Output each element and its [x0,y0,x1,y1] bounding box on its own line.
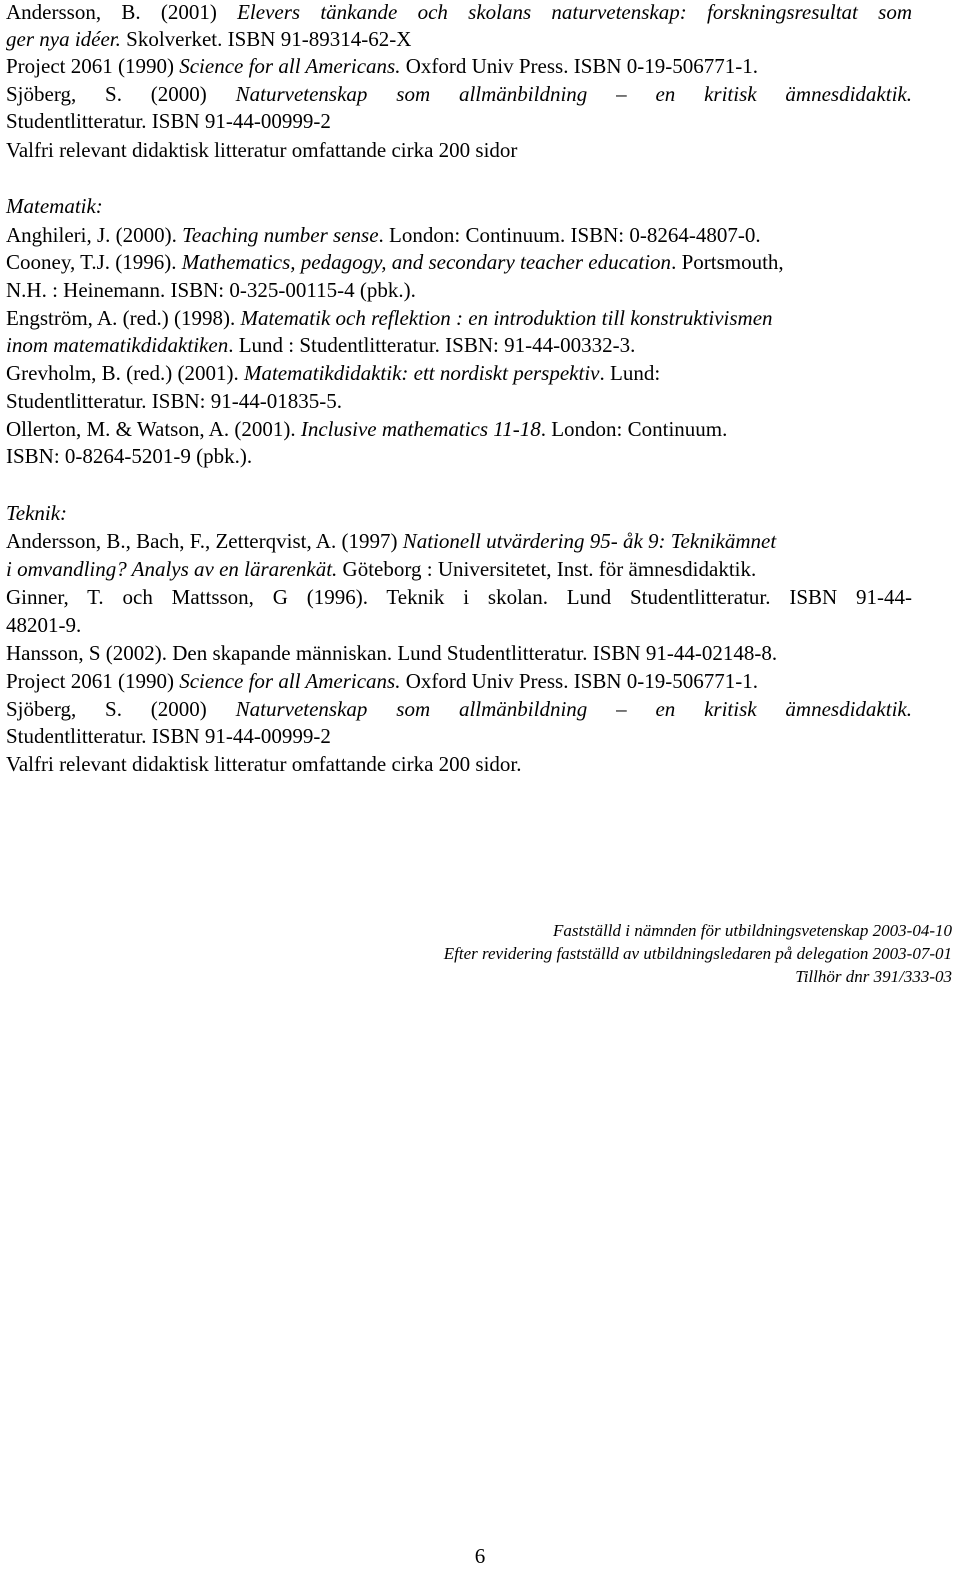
reference-line [6,723,331,750]
text-segment: Cooney, T.J. (1996). [6,250,182,274]
text-segment: Andersson, B. (2001) [6,0,238,24]
text-segment: Sjöberg, S. (2000) [6,82,236,106]
italic-segment: Teaching number sense [182,223,379,247]
italic-segment: Naturvetenskap som allmänbildning – en kritisk ämnesdidaktik. [235,82,912,106]
text-segment: Oxford Univ Press. ISBN 0-19-506771-1. [400,54,759,78]
reference-line [6,443,252,470]
text-segment: Engström, A. (red.) (1998). [6,306,241,330]
reference-line [6,0,912,26]
reference-line [6,668,758,695]
section-heading-matematik: Matematik: [6,194,103,218]
text-segment: Grevholm, B. (red.) (2001). [6,361,244,385]
text-segment: Ginner, T. och Mattsson, G (1996). Teknik i skolan. Lund Studentlitteratur. ISBN 91-44- [6,585,912,609]
text-segment: 48201-9. [6,613,82,637]
text-segment: . London: Continuum. ISBN: 0-8264-4807-0. [378,223,761,247]
reference-line [6,388,342,415]
reference-line [6,332,635,359]
italic-segment: Matematik och reflektion : en introduktion till konstruktivismen [240,306,773,330]
reference-line [6,305,773,332]
italic-segment: Inclusive mathematics 11-18 [300,417,541,441]
text-segment: . Lund : Studentlitteratur. ISBN: 91-44-00332-3. [228,333,636,357]
reference-line [6,137,517,164]
text-segment: Valfri relevant didaktisk litteratur omfattande cirka 200 sidor [6,138,518,162]
italic-segment: Science for all Americans. [179,669,401,693]
text-segment: . Lund: [599,361,661,385]
italic-segment: Matematikdidaktik: ett nordiskt perspektiv [243,361,600,385]
reference-line [6,696,912,723]
reference-line [6,222,761,249]
text-segment: N.H. : Heinemann. ISBN: 0-325-00115-4 (pbk.). [6,278,416,302]
reference-line [6,108,331,135]
italic-segment: Science for all Americans. [179,54,401,78]
text-segment: Anghileri, J. (2000). [6,223,183,247]
italic-segment: Nationell utvärdering 95- åk 9: Teknikämnet [402,529,777,553]
reference-line [6,528,776,555]
footer-dnr-line: Tillhör dnr 391/333-03 [795,967,952,986]
text-segment: Studentlitteratur. ISBN 91-44-00999-2 [6,724,331,748]
italic-segment: Mathematics, pedagogy, and secondary teacher education [181,250,672,274]
reference-line [6,360,660,387]
text-segment: Valfri relevant didaktisk litteratur omfattande cirka 200 sidor. [6,752,522,776]
text-segment: Studentlitteratur. ISBN: 91-44-01835-5. [6,389,342,413]
reference-line [6,416,727,443]
reference-line [6,751,522,778]
reference-line [6,53,758,80]
reference-line [6,584,912,611]
section-heading-teknik: Teknik: [6,501,68,525]
reference-line [6,81,912,108]
reference-line [6,277,416,304]
italic-segment: Naturvetenskap som allmänbildning – en kritisk ämnesdidaktik. [235,697,912,721]
text-segment: Oxford Univ Press. ISBN 0-19-506771-1. [400,669,759,693]
text-segment: Project 2061 (1990) [6,669,180,693]
text-segment: ISBN: 0-8264-5201-9 (pbk.). [6,444,253,468]
text-segment: Ollerton, M. & Watson, A. (2001). [6,417,301,441]
reference-line [6,26,411,53]
italic-segment: Elevers tänkande och skolans naturvetenskap: forskningsresultat som [237,0,912,24]
text-segment: Hansson, S (2002). Den skapande människan. Lund Studentlitteratur. ISBN 91-44-02148-8. [6,641,778,665]
italic-segment: i omvandling? Analys av en lärarenkät. [6,557,338,581]
text-segment: Skolverket. ISBN 91-89314-62-X [120,27,412,51]
reference-line [6,612,81,639]
text-segment: Andersson, B., Bach, F., Zetterqvist, A. (1997) [6,529,403,553]
reference-line [6,249,784,276]
text-segment: . London: Continuum. [540,417,728,441]
page-number: 6 [474,1544,486,1568]
text-segment: Studentlitteratur. ISBN 91-44-00999-2 [6,109,331,133]
text-segment: . Portsmouth, [671,250,784,274]
italic-segment: inom matematikdidaktiken [6,333,229,357]
text-segment: Project 2061 (1990) [6,54,180,78]
footer-approval-line: Fastställd i nämnden för utbildningsvetenskap 2003-04-10 [553,921,952,940]
italic-segment: ger nya idéer. [6,27,121,51]
reference-line [6,556,756,583]
footer-revision-line: Efter revidering fastställd av utbildningsledaren på delegation 2003-07-01 [443,944,952,963]
text-segment: Göteborg : Universitetet, Inst. för ämnesdidaktik. [337,557,757,581]
reference-line [6,640,777,667]
text-segment: Sjöberg, S. (2000) [6,697,236,721]
